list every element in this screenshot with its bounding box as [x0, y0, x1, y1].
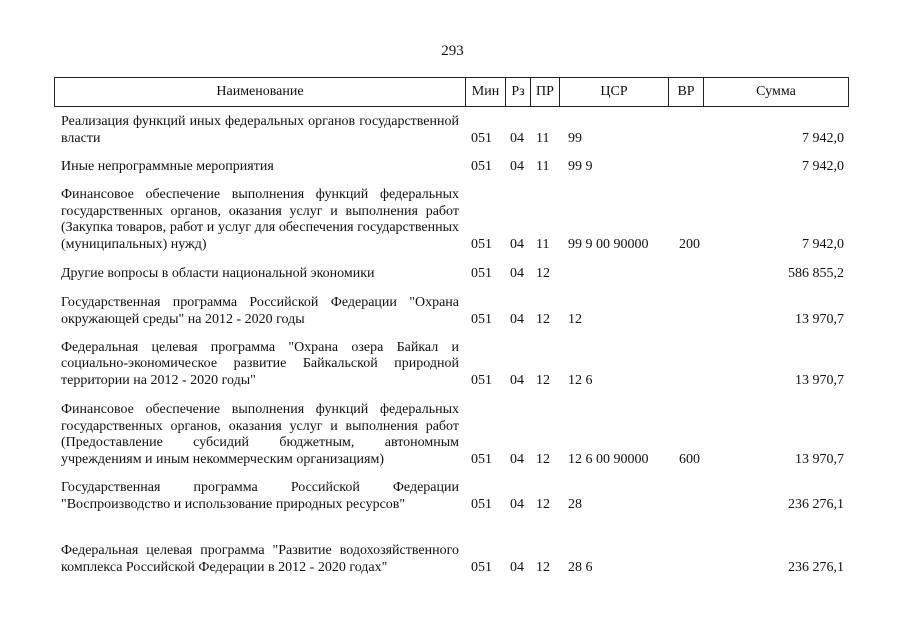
row-csr: 28	[568, 496, 582, 512]
row-vr: 200	[679, 236, 700, 252]
row-name: Государственная программа Российской Федерации "Воспроизводство и использование природных ресурсов"	[61, 480, 459, 512]
row-min: 051	[471, 158, 492, 174]
row-vr: 600	[679, 451, 700, 467]
row-min: 051	[471, 265, 492, 281]
header-csr: ЦСР	[559, 78, 668, 106]
table-row	[0, 400, 905, 468]
row-name: Федеральная целевая программа "Охрана озера Байкал и социально-экономическое развитие Байкальской природной территории на 2012 - 2020 годы"	[61, 339, 459, 388]
row-csr: 12 6 00 90000	[568, 451, 649, 467]
row-csr: 99	[568, 130, 582, 146]
row-min: 051	[471, 236, 492, 252]
table-row	[0, 157, 905, 175]
header-name: Наименование	[216, 84, 304, 99]
row-pr: 12	[536, 496, 550, 512]
row-sum: 13 970,7	[795, 451, 844, 467]
row-min: 051	[471, 559, 492, 575]
row-rz: 04	[510, 236, 524, 252]
row-name: Реализация функций иных федеральных органов государственной власти	[61, 114, 459, 146]
row-min: 051	[471, 372, 492, 388]
row-pr: 12	[536, 559, 550, 575]
row-rz: 04	[510, 372, 524, 388]
header-pr: ПР	[530, 78, 559, 106]
row-rz: 04	[510, 130, 524, 146]
row-name: Федеральная целевая программа "Развитие водохозяйственного комплекса Российской Федерации в 2012 - 2020 годах"	[61, 543, 459, 575]
row-pr: 11	[536, 158, 550, 174]
row-sum: 236 276,1	[788, 559, 844, 575]
row-name: Другие вопросы в области национальной экономики	[61, 265, 375, 281]
row-csr: 12	[568, 311, 582, 327]
row-pr: 12	[536, 265, 550, 281]
row-rz: 04	[510, 496, 524, 512]
row-csr: 99 9	[568, 158, 593, 174]
row-sum: 586 855,2	[788, 265, 844, 281]
header-rz: Рз	[505, 78, 530, 106]
header-min: Мин	[465, 78, 505, 106]
table-header	[54, 77, 849, 107]
row-rz: 04	[510, 451, 524, 467]
row-sum: 7 942,0	[802, 130, 844, 146]
table-row	[0, 185, 905, 253]
row-sum: 7 942,0	[802, 236, 844, 252]
row-name: Государственная программа Российской Федерации "Охрана окружающей среды" на 2012 - 2020 годы	[61, 295, 459, 327]
row-csr: 28 6	[568, 559, 593, 575]
row-rz: 04	[510, 158, 524, 174]
row-rz: 04	[510, 265, 524, 281]
row-name: Иные непрограммные мероприятия	[61, 158, 274, 174]
row-min: 051	[471, 311, 492, 327]
row-pr: 12	[536, 451, 550, 467]
header-vr: ВР	[668, 78, 703, 106]
table-row	[0, 112, 905, 147]
row-rz: 04	[510, 311, 524, 327]
row-csr: 99 9 00 90000	[568, 236, 649, 252]
row-min: 051	[471, 451, 492, 467]
row-pr: 12	[536, 311, 550, 327]
row-sum: 236 276,1	[788, 496, 844, 512]
row-pr: 11	[536, 236, 550, 252]
row-rz: 04	[510, 559, 524, 575]
row-pr: 11	[536, 130, 550, 146]
table-row	[0, 338, 905, 389]
page-number: 293	[441, 43, 464, 59]
table-row	[0, 524, 905, 576]
row-pr: 12	[536, 372, 550, 388]
row-csr: 12 6	[568, 372, 593, 388]
table-row	[0, 264, 905, 282]
row-sum: 13 970,7	[795, 311, 844, 327]
table-row	[0, 293, 905, 328]
row-min: 051	[471, 496, 492, 512]
row-name: Финансовое обеспечение выполнения функций федеральных государственных органов, оказания услуг и выполнения работ (Предоставление субсидий бюджетным, автономным учреждениям и иным некоммерческим организациям)	[61, 402, 459, 467]
row-name: Финансовое обеспечение выполнения функций федеральных государственных органов, оказания услуг и выполнения работ (Закупка товаров, работ и услуг для обеспечения государственных (муниципальных) нужд)	[61, 187, 459, 252]
row-sum: 7 942,0	[802, 158, 844, 174]
row-min: 051	[471, 130, 492, 146]
table-row	[0, 478, 905, 513]
header-sum: Сумма	[703, 78, 848, 106]
row-sum: 13 970,7	[795, 372, 844, 388]
